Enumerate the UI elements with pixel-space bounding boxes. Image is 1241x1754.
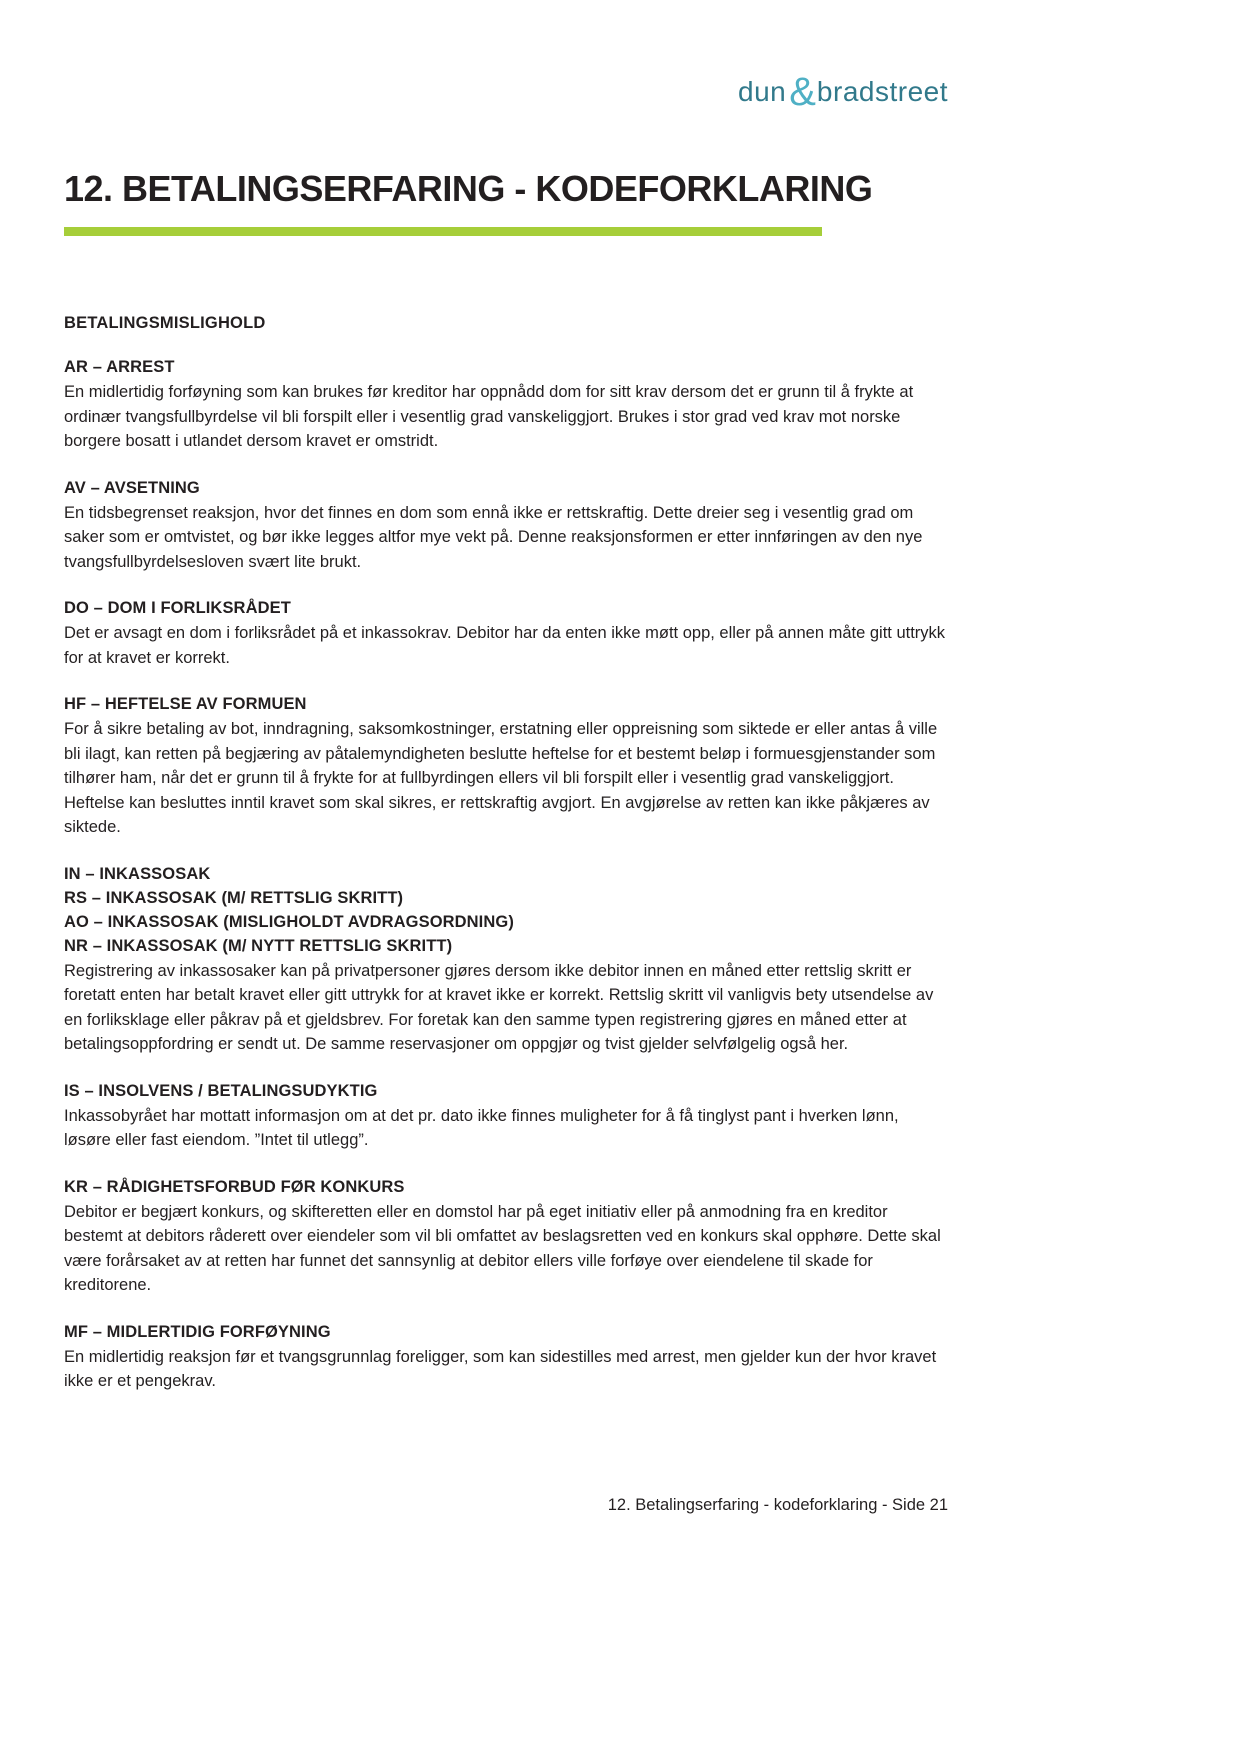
entry-heading-nr: NR – INKASSOSAK (M/ NYTT RETTSLIG SKRITT) [64, 936, 453, 955]
entry-heading: DO – DOM I FORLIKSRÅDET [64, 599, 291, 617]
entry-heading: IS – INSOLVENS / BETALINGSUDYKTIG [64, 1081, 378, 1100]
entry-body: For å sikre betaling av bot, inndragning, saksomkostninger, erstatning eller oppreisning som siktede er eller antas å ville bli ilagt, kan retten på begjæring av påtalemyndigheten beslutte heftelse for et bestemt beløp i formuesgjenstander som tilhører ham, når det er grunn til å frykte for at fullbyrdingen ellers vil bli forspilt eller i vesentlig grad vanskeliggjort. Heftelse kan besluttes inntil kravet som skal sikres, er rettskraftig avgjort. En avgjørelse av retten kan ikke påkjæres av siktede. [64, 720, 938, 836]
entry-heading: AV – AVSETNING [64, 478, 200, 497]
entry-body: Det er avsagt en dom i forliksrådet på et inkassokrav. Debitor har da enten ikke møtt opp, eller på annen måte gitt uttrykk for at kravet er korrekt. [64, 624, 946, 667]
entry-heading-rs: RS – INKASSOSAK (M/ RETTSLIG SKRITT) [64, 888, 404, 907]
title-accent-rule [64, 227, 822, 236]
entry-heading: AR – ARREST [64, 358, 175, 376]
code-entry-ar [64, 355, 948, 454]
dun-bradstreet-logo [64, 70, 948, 115]
entry-body: Registrering av inkassosaker kan på privatpersoner gjøres dersom ikke debitor innen en måned etter rettslig skritt er foretatt enten har betalt kravet eller gitt uttrykk for at kravet ikke er korrekt. Rettslig skritt vil vanligvis bety utsendelse av en forliksklage eller påkrav på et gjeldsbrev. For foretak kan den samme typen registrering gjøres en måned etter at betalingsoppfordring er sendt ut. De samme reservasjoner om oppgjør og tvist gjelder selvfølgelig også her. [64, 961, 934, 1053]
code-entry-kr [64, 1175, 948, 1298]
entry-heading-ao: AO – INKASSOSAK (MISLIGHOLDT AVDRAGSORDNING) [64, 912, 514, 931]
logo-word-dun: dun [738, 76, 787, 107]
code-entry-mf [64, 1320, 948, 1394]
entry-heading: HF – HEFTELSE AV FORMUEN [64, 695, 307, 713]
entry-heading-in: IN – INKASSOSAK [64, 864, 211, 883]
code-entry-do [64, 596, 948, 670]
entry-body: En midlertidig forføyning som kan brukes før kreditor har oppnådd dom for sitt krav dersom det er grunn til å frykte at ordinær tvangsfullbyrdelse vil bli forspilt eller i vesentlig grad vanskeliggjort. Brukes i stor grad ved krav mot norske borgere bosatt i utlandet dersom kravet er omstridt. [64, 383, 914, 450]
page-title: 12. BETALINGSERFARING - KODEFORKLARING [64, 168, 873, 209]
section-heading-betalingsmislighold: BETALINGSMISLIGHOLD [64, 314, 266, 332]
code-entry-inkassosak-group [64, 862, 948, 1057]
entry-heading: MF – MIDLERTIDIG FORFØYNING [64, 1322, 331, 1341]
code-entry-hf [64, 692, 948, 840]
code-entry-is [64, 1079, 948, 1153]
entry-body: En tidsbegrenset reaksjon, hvor det finnes en dom som ennå ikke er rettskraftig. Dette dreier seg i vesentlig grad om saker som er omtvistet, og bør ikke legges altfor mye vekt på. Denne reaksjonsformen er etter innføringen av den nye tvangsfullbyrdelsesloven svært lite brukt. [64, 503, 923, 571]
entry-body: En midlertidig reaksjon før et tvangsgrunnlag foreligger, som kan sidestilles med arrest, men gjelder kun der hvor kravet ikke er et pengekrav. [64, 1347, 937, 1390]
entry-heading: KR – RÅDIGHETSFORBUD FØR KONKURS [64, 1177, 405, 1196]
entry-body: Debitor er begjært konkurs, og skifteretten eller en domstol har på eget initiativ eller på anmodning fra en kreditor bestemt at debitors råderett over eiendeler som vil bli omfattet av beslagsretten ved en konkurs skal opphøre. Dette skal være forårsaket av at retten har funnet det sannsynlig at debitor ellers ville forføye over eiendelene til skade for kreditorene. [64, 1202, 941, 1294]
entry-body: Inkassobyrået har mottatt informasjon om at det pr. dato ikke finnes muligheter for å få tinglyst pant i hverken lønn, løsøre eller fast eiendom. ”Intet til utlegg”. [64, 1106, 899, 1149]
code-entry-av [64, 476, 948, 575]
logo-word-bradstreet: bradstreet [816, 76, 948, 107]
logo-ampersand-icon: & [789, 70, 816, 114]
page-footer: 12. Betalingserfaring - kodeforklaring - Side 21 [607, 1496, 948, 1514]
